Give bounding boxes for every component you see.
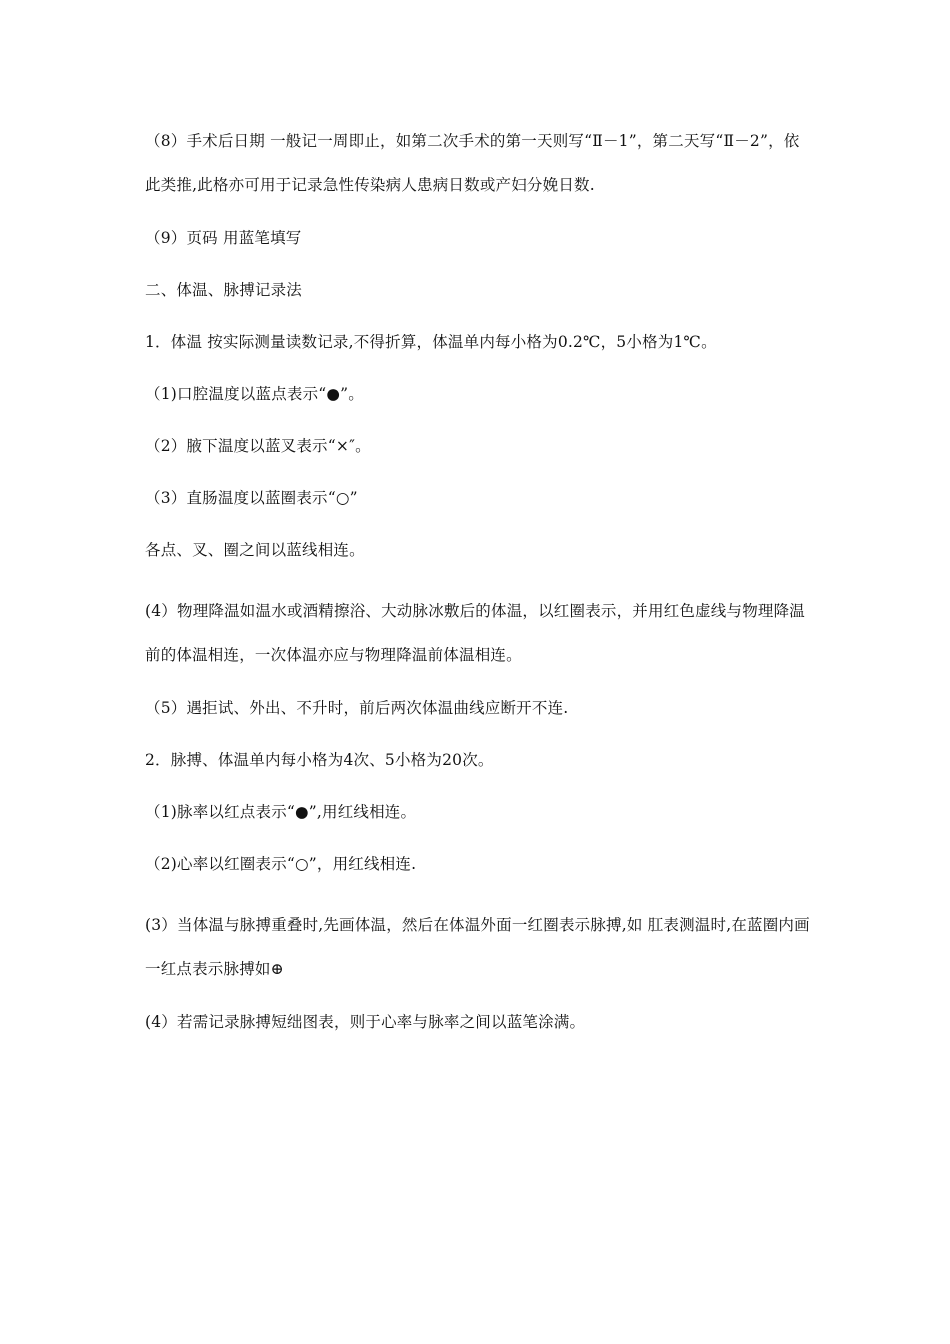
paragraph-pulse-deficit: (4）若需记录脉搏短绌图表，则于心率与脉率之间以蓝笔涂满。: [145, 1013, 586, 1031]
paragraph-refused-test: （5）遇拒试、外出、不升时，前后两次体温曲线应断开不连.: [145, 699, 569, 717]
paragraph-pulse-rate: （1)脉率以红点表示“●”,用红线相连。: [145, 803, 417, 821]
paragraph-rectal-temp: （3）直肠温度以蓝圈表示“○”: [145, 489, 358, 507]
paragraph-oral-temp: （1)口腔温度以蓝点表示“●”。: [145, 385, 364, 403]
paragraph-physical-cooling: (4）物理降温如温水或酒精擦浴、大动脉冰敷后的体温，以红圈表示，并用红色虚线与物理降温前的体温相连，一次体温亦应与物理降温前体温相连。: [145, 602, 806, 664]
paragraph-surgery-date-line1: [145, 119, 810, 207]
paragraph-physical-cooling-wrap: [145, 589, 810, 677]
paragraph-overlap: (3）当体温与脉搏重叠时,先画体温，然后在体温外面一红圈表示脉搏,如 肛表测温时,在蓝圈内画一红点表示脉搏如⊕: [145, 916, 810, 978]
paragraph-connect-lines: 各点、叉、圈之间以蓝线相连。: [145, 541, 365, 559]
paragraph-axillary-temp: （2）腋下温度以蓝叉表示“×″。: [145, 437, 371, 455]
paragraph-surgery-date: （8）手术后日期 一般记一周即止，如第二次手术的第一天则写“Ⅱ－1”，第二天写“Ⅱ－2”，依此类推,此格亦可用于记录急性传染病人患病日数或产妇分娩日数.: [145, 132, 800, 194]
paragraph-overlap-wrap: [145, 903, 810, 991]
document-body: [145, 119, 810, 1035]
paragraph-pulse: 2．脉搏、体温单内每小格为4次、5小格为20次。: [145, 751, 494, 769]
paragraph-temperature: 1．体温 按实际测量读数记录,不得折算，体温单内每小格为0.2℃，5小格为1℃。: [145, 333, 717, 351]
paragraph-heart-rate: （2)心率以红圈表示“○”，用红线相连.: [145, 855, 417, 873]
section-heading-temperature-pulse: 二、体温、脉搏记录法: [145, 281, 303, 299]
paragraph-page-number: （9）页码 用蓝笔填写: [145, 229, 302, 247]
